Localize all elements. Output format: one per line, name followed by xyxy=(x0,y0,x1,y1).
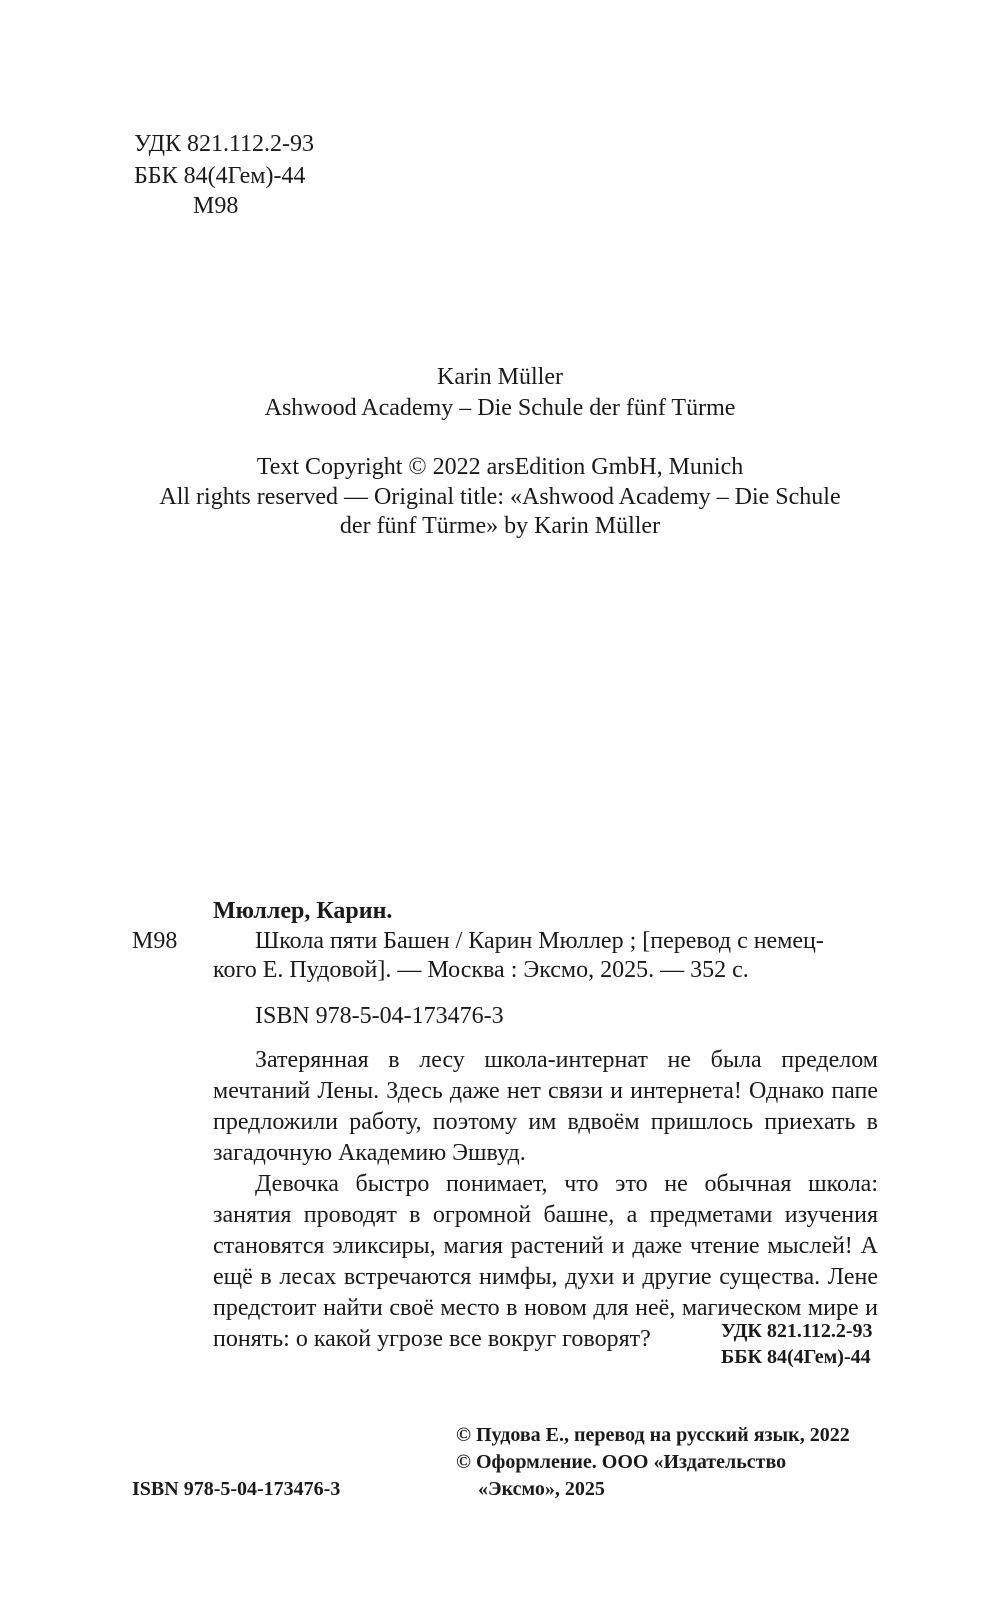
bbk-top: ББК 84(4Гем)-44 xyxy=(134,163,306,189)
isbn-footer: ISBN 978-5-04-173476-3 xyxy=(132,1478,341,1500)
copyright-line: All rights reserved — Original title: «Ashwood Academy – Die Schule xyxy=(159,484,841,510)
record-isbn: ISBN 978-5-04-173476-3 xyxy=(255,1003,504,1029)
record-heading: Мюллер, Карин. xyxy=(213,898,393,924)
record-author-mark: М98 xyxy=(132,928,178,954)
copyright-line: der fünf Türme» by Karin Müller xyxy=(339,513,661,539)
annotation-paragraph: Затерянная в лесу школа-интернат не была пределом мечтаний Лены. Здесь даже нет связи и интернета! Однако папе предложили работу, поэтому им вдвоём пришлось приехать в загадочную Академию Эшвуд. xyxy=(213,1047,878,1166)
copyright-line: Text Copyright © 2022 arsEdition GmbH, Munich xyxy=(256,454,744,480)
original-title: Ashwood Academy – Die Schule der fünf Türme xyxy=(264,395,736,421)
design-copyright: © Оформление. ООО «Издательство xyxy=(456,1451,787,1473)
original-author: Karin Müller xyxy=(437,364,563,390)
translation-copyright: © Пудова Е., перевод на русский язык, 2022 xyxy=(456,1424,850,1446)
annotation-paragraph: Девочка быстро понимает, что это не обычная школа: занятия проводят в огромной башне, а предметами изучения становятся эликсиры, магия растений и даже чтение мыслей! А ещё в лесах встречаются нимфы, духи и другие существа. Лене предстоит найти своё место в новом для неё, магическом мире и понять: о какой угрозе все вокруг говорят? xyxy=(213,1171,878,1352)
annotation xyxy=(213,1045,878,1355)
design-copyright-cont: «Эксмо», 2025 xyxy=(478,1478,605,1500)
record-description-line: Школа пяти Башен / Карин Мюллер ; [перевод с немец- xyxy=(255,928,824,954)
udk-bottom: УДК 821.112.2-93 xyxy=(721,1320,873,1342)
author-mark-top: М98 xyxy=(193,193,239,219)
record-description-line: кого Е. Пудовой]. — Москва : Эксмо, 2025. — 352 с. xyxy=(213,957,749,983)
udk-top: УДК 821.112.2-93 xyxy=(134,131,315,157)
bbk-bottom: ББК 84(4Гем)-44 xyxy=(721,1346,871,1368)
